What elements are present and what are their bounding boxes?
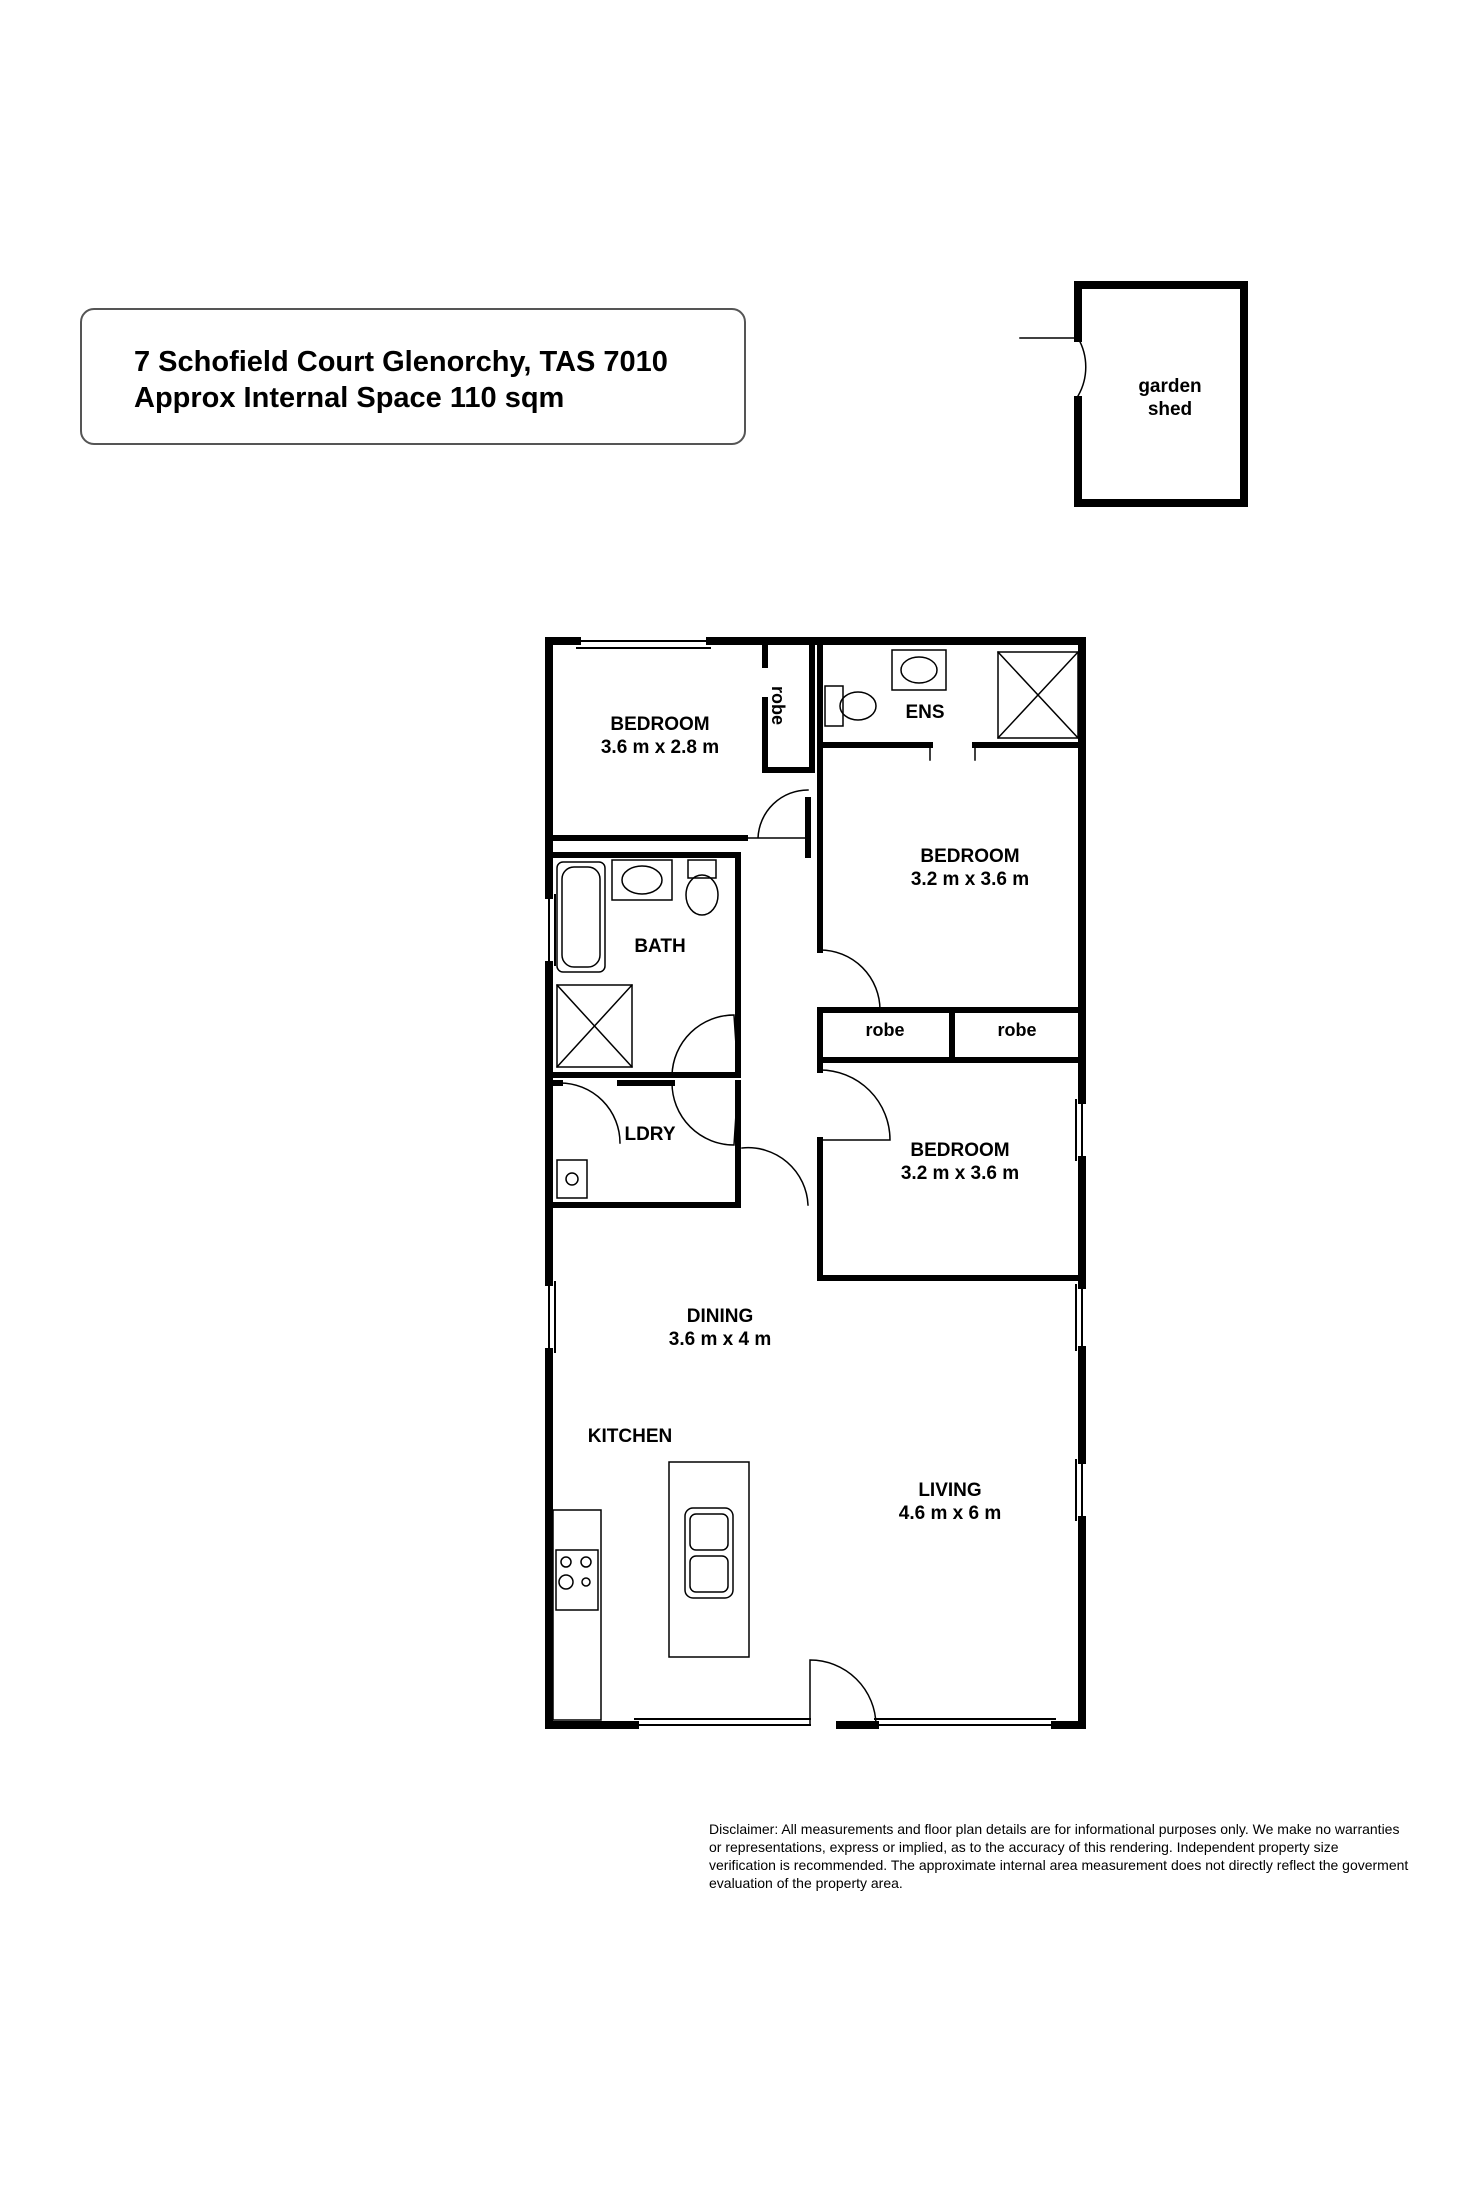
internal-space: Approx Internal Space 110 sqm <box>134 382 565 414</box>
ensuite-label: ENS <box>905 702 945 723</box>
room-dims: 3.2 m x 3.6 m <box>900 1162 1020 1184</box>
dining-label <box>630 1306 810 1352</box>
laundry-label: LDRY <box>624 1124 676 1145</box>
shed-door-swing <box>1020 338 1086 396</box>
room-name: BEDROOM <box>910 1140 1010 1161</box>
room-name: LIVING <box>918 1480 982 1501</box>
bedroom-1-label <box>570 714 750 760</box>
bath-label: BATH <box>634 936 686 957</box>
address: 7 Schofield Court Glenorchy, TAS 7010 <box>134 346 668 378</box>
bedroom-1-robe-label: robe <box>768 685 789 726</box>
room-dims: 3.2 m x 3.6 m <box>910 868 1030 890</box>
room-name: BEDROOM <box>610 714 710 735</box>
room-dims: 3.6 m x 4 m <box>668 1328 772 1350</box>
room-name: DINING <box>686 1306 754 1327</box>
door-swings <box>560 745 975 1725</box>
room-name: BEDROOM <box>920 846 1020 867</box>
bedroom-3-label <box>870 1140 1050 1186</box>
bedroom-2-label <box>880 846 1060 892</box>
living-label <box>860 1480 1040 1526</box>
disclaimer: Disclaimer: All measurements and floor plan details are for informational purposes only. We make no warranties or representations, express or implied, as to the accuracy of this rendering. Independent property size verification is recommended. The approximate internal area measurement does not directly reflect the goverment evaluation of the property area. <box>709 1821 1409 1891</box>
room-dims: 4.6 m x 6 m <box>898 1502 1002 1524</box>
room-dims: 3.6 m x 2.8 m <box>600 736 720 758</box>
kitchen-label: KITCHEN <box>587 1426 673 1447</box>
robe-right-label: robe <box>997 1020 1037 1040</box>
title-box <box>80 308 746 445</box>
garden-shed-label: garden shed <box>1138 376 1202 420</box>
robe-left-label: robe <box>865 1020 905 1040</box>
